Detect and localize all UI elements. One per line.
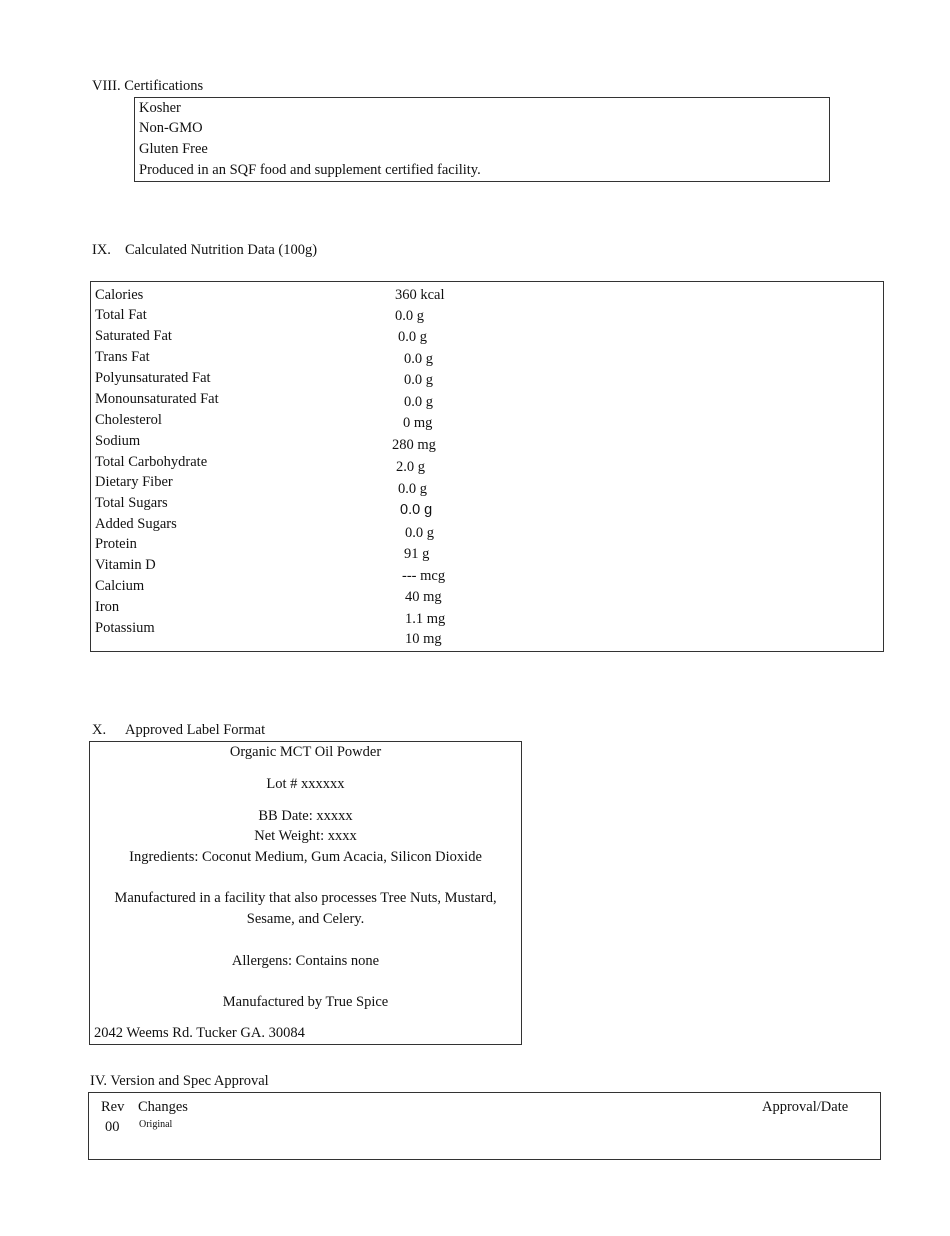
label-bb-date: BB Date: xxxxx bbox=[258, 808, 353, 824]
label-box bbox=[89, 741, 522, 1045]
certification-item: Produced in an SQF food and supplement certified facility. bbox=[139, 162, 481, 178]
nutrient-value: 360 kcal bbox=[395, 287, 445, 303]
nutrient-name: Vitamin D bbox=[95, 557, 156, 573]
version-heading: IV. Version and Spec Approval bbox=[90, 1073, 269, 1089]
nutrient-value: 0.0 g bbox=[400, 502, 433, 518]
nutrient-name: Total Sugars bbox=[95, 495, 168, 511]
changes-column-header: Changes bbox=[138, 1099, 188, 1115]
nutrient-value: 0 mg bbox=[403, 415, 433, 431]
nutrient-name: Polyunsaturated Fat bbox=[95, 370, 211, 386]
nutrient-value: 280 mg bbox=[392, 437, 436, 453]
nutrient-name: Cholesterol bbox=[95, 412, 162, 428]
rev-value: 00 bbox=[105, 1119, 120, 1135]
nutrient-name: Monounsaturated Fat bbox=[95, 391, 219, 407]
label-address: 2042 Weems Rd. Tucker GA. 30084 bbox=[94, 1025, 305, 1041]
label-lot: Lot # xxxxxx bbox=[266, 776, 345, 792]
label-ingredients: Ingredients: Coconut Medium, Gum Acacia, Silicon Dioxide bbox=[129, 849, 482, 865]
certification-item: Kosher bbox=[139, 100, 181, 116]
nutrient-name: Calories bbox=[95, 287, 144, 303]
certification-item: Gluten Free bbox=[139, 141, 208, 157]
nutrient-name: Total Fat bbox=[95, 307, 147, 323]
nutrient-value: 0.0 g bbox=[404, 351, 433, 367]
label-heading: Approved Label Format bbox=[125, 722, 266, 738]
label-net-weight: Net Weight: xxxx bbox=[254, 828, 357, 844]
nutrient-value: --- mcg bbox=[402, 568, 446, 584]
nutrient-value: 0.0 g bbox=[395, 308, 424, 324]
label-facility-line-1: Manufactured in a facility that also processes Tree Nuts, Mustard, bbox=[114, 890, 497, 906]
nutrient-value: 0.0 g bbox=[404, 394, 433, 410]
version-table bbox=[88, 1092, 881, 1160]
nutrient-name: Added Sugars bbox=[95, 516, 177, 532]
change-value: Original bbox=[139, 1119, 173, 1130]
label-facility-line-2: Sesame, and Celery. bbox=[246, 911, 365, 927]
nutrient-name: Calcium bbox=[95, 578, 145, 594]
nutrient-name: Saturated Fat bbox=[95, 328, 172, 344]
nutrition-heading: Calculated Nutrition Data (100g) bbox=[125, 242, 318, 258]
nutrient-name: Iron bbox=[95, 599, 120, 615]
label-product-name: Organic MCT Oil Powder bbox=[229, 744, 382, 760]
nutrient-value: 0.0 g bbox=[404, 372, 433, 388]
approval-date-column-header: Approval/Date bbox=[762, 1099, 849, 1115]
nutrition-table bbox=[90, 281, 884, 652]
nutrient-value: 40 mg bbox=[405, 589, 442, 605]
nutrient-name: Protein bbox=[95, 536, 137, 552]
nutrient-name: Dietary Fiber bbox=[95, 474, 173, 490]
nutrition-heading-number: IX. bbox=[92, 242, 111, 258]
nutrient-name: Total Carbohydrate bbox=[95, 454, 208, 470]
nutrient-value: 0.0 g bbox=[398, 481, 427, 497]
nutrient-value: 0.0 g bbox=[398, 329, 427, 345]
rev-column-header: Rev bbox=[101, 1099, 125, 1115]
certifications-heading: VIII. Certifications bbox=[92, 78, 204, 94]
nutrient-name: Potassium bbox=[95, 620, 155, 636]
nutrient-value: 2.0 g bbox=[396, 459, 425, 475]
label-allergens: Allergens: Contains none bbox=[231, 953, 380, 969]
nutrient-value: 10 mg bbox=[405, 631, 442, 647]
nutrient-value: 1.1 mg bbox=[405, 611, 446, 627]
nutrient-name: Sodium bbox=[95, 433, 141, 449]
nutrient-value: 91 g bbox=[404, 546, 430, 562]
nutrient-value: 0.0 g bbox=[405, 525, 434, 541]
certifications-box bbox=[134, 97, 830, 182]
certification-item: Non-GMO bbox=[139, 120, 203, 136]
label-heading-number: X. bbox=[92, 722, 107, 738]
label-manufacturer: Manufactured by True Spice bbox=[222, 994, 389, 1010]
nutrient-name: Trans Fat bbox=[95, 349, 150, 365]
